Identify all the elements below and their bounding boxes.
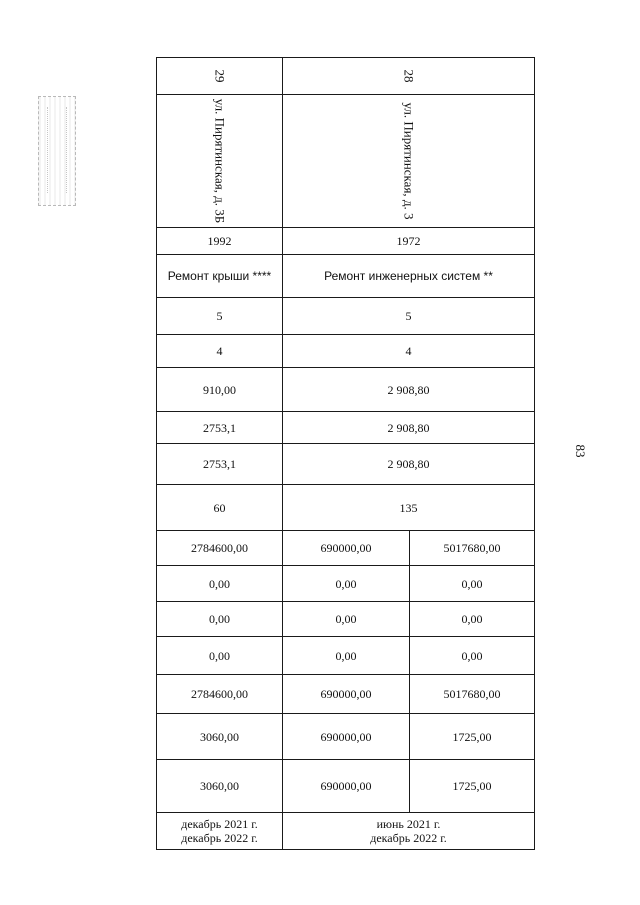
cost-cell-2: 0,00 [283,602,410,637]
cost-cell-3: 0,00 [410,602,535,637]
area-total-left: 910,00 [157,368,283,412]
works-table [156,57,535,850]
cost-cell-1: 2784600,00 [157,675,283,714]
area-total-right: 2 908,80 [283,368,535,412]
stamp-mark [38,96,76,206]
cost-cell-3: 1725,00 [410,714,535,760]
floors-right: 5 [283,298,535,335]
cost-cell-2: 690000,00 [283,760,410,813]
cost-cell-3: 0,00 [410,637,535,675]
area-a-right: 2 908,80 [283,412,535,444]
row-addresses [157,95,535,228]
row-years [157,228,535,255]
row-area-a [157,412,535,444]
date-right-line1: июнь 2021 г. [376,817,441,831]
cost-cell-2: 690000,00 [283,714,410,760]
address-left: ул. Пирятинская, д. 3Б [212,98,228,224]
row-dates [157,813,535,850]
cost-cell-1: 2784600,00 [157,531,283,566]
cost-cell-3: 5017680,00 [410,531,535,566]
area-a-left: 2753,1 [157,412,283,444]
row-floors [157,298,535,335]
floors-left: 5 [157,298,283,335]
cost-row [157,675,535,714]
row-works [157,255,535,298]
cost-cell-3: 0,00 [410,566,535,602]
row-area-total [157,368,535,412]
cost-row [157,531,535,566]
page-number: 83 [573,444,588,458]
cell-address-left [157,95,283,228]
cost-cell-1: 3060,00 [157,714,283,760]
area-b-left: 2753,1 [157,444,283,485]
number-left: 29 [212,69,228,83]
number-right: 28 [401,69,417,83]
address-right: ул. Пирятинская, д. 3 [401,102,417,220]
cost-row [157,637,535,675]
cell-address-right [283,95,535,228]
area-b-right: 2 908,80 [283,444,535,485]
residents-right: 135 [283,485,535,531]
cost-cell-2: 690000,00 [283,675,410,714]
dates-right [283,813,535,850]
cost-cell-2: 0,00 [283,566,410,602]
cost-cell-3: 1725,00 [410,760,535,813]
cost-row [157,602,535,637]
entrances-right: 4 [283,335,535,368]
cost-row [157,760,535,813]
work-right: Ремонт инженерных систем ** [283,255,535,298]
cost-cell-1: 0,00 [157,566,283,602]
cell-number-right [283,58,535,95]
cost-cell-2: 0,00 [283,637,410,675]
dates-left [157,813,283,850]
date-left-line1: декабрь 2021 г. [181,817,258,831]
cost-row [157,566,535,602]
year-left: 1992 [157,228,283,255]
date-left-line2: декабрь 2022 г. [181,831,258,845]
row-area-b [157,444,535,485]
cost-cell-3: 5017680,00 [410,675,535,714]
row-numbers [157,58,535,95]
row-entrances [157,335,535,368]
cell-number-left [157,58,283,95]
year-right: 1972 [283,228,535,255]
cost-cell-2: 690000,00 [283,531,410,566]
cost-row [157,714,535,760]
row-residents [157,485,535,531]
cost-cell-1: 3060,00 [157,760,283,813]
entrances-left: 4 [157,335,283,368]
work-left: Ремонт крыши **** [157,255,283,298]
cost-cell-1: 0,00 [157,602,283,637]
residents-left: 60 [157,485,283,531]
date-right-line2: декабрь 2022 г. [370,831,447,845]
cost-cell-1: 0,00 [157,637,283,675]
